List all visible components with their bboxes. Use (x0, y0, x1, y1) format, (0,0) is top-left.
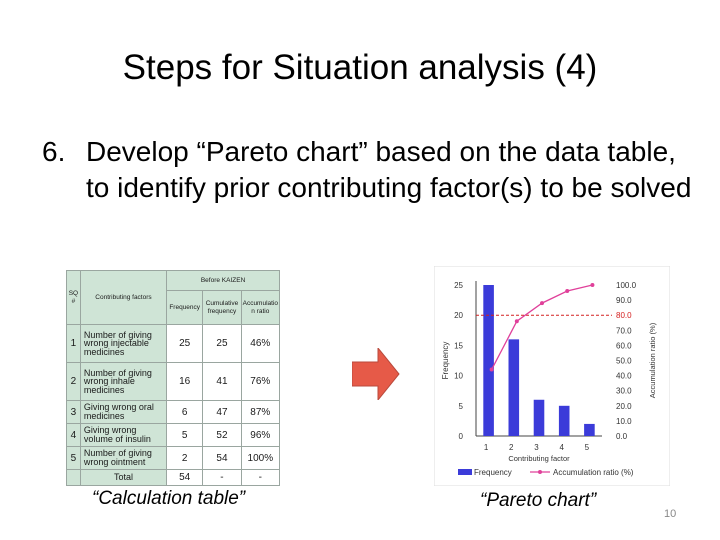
x-tick-label: 5 (584, 443, 590, 452)
chart-caption: “Pareto chart” (480, 490, 597, 511)
x-tick-label: 1 (483, 443, 489, 452)
accumulation-point (565, 289, 569, 293)
group-header: Before KAIZEN (167, 271, 280, 291)
pareto-chart (434, 266, 670, 486)
page-number: 10 (664, 508, 677, 520)
bar (559, 406, 570, 436)
factor-cell: Number of giving wrong inhale medicines (80, 363, 166, 401)
x-tick-label: 2 (509, 443, 514, 452)
right-arrow-icon (352, 348, 400, 400)
bar (509, 339, 520, 436)
accumulation-point (490, 368, 494, 372)
y-tick-label: 5 (458, 401, 463, 411)
point-text: Develop “Pareto chart” based on the data table, to identify prior contributing factor(s) to be solved (86, 136, 692, 204)
y2-tick-label: 40.0 (616, 371, 632, 381)
y2-tick-label: 90.0 (616, 296, 632, 306)
ratio-cell: 96% (241, 424, 279, 447)
cumulative-cell: 41 (203, 363, 241, 401)
x-tick-label: 3 (534, 443, 539, 452)
y-tick-label: 10 (454, 371, 463, 381)
frequency-cell: 25 (167, 325, 203, 363)
y2-tick-label: 80.0 (616, 311, 632, 321)
ratio-cell: 46% (241, 325, 279, 363)
sq-header: SQ # (67, 271, 81, 325)
legend-label: Accumulation ratio (%) (553, 468, 634, 477)
total-label: Total (80, 470, 166, 486)
frequency-cell: 16 (167, 363, 203, 401)
calculation-table (66, 270, 280, 486)
frequency-header: Frequency (167, 291, 203, 325)
y2-tick-label: 20.0 (616, 401, 632, 411)
sq-cell: 4 (67, 424, 81, 447)
point-number: 6. (42, 136, 66, 167)
factor-cell: Number of giving wrong injectable medicines (80, 325, 166, 363)
cumulative-cell: 47 (203, 401, 241, 424)
ratio-cell: 87% (241, 401, 279, 424)
sq-cell: 5 (67, 447, 81, 470)
bar (584, 424, 595, 436)
cumulative-cell: 54 (203, 447, 241, 470)
y-tick-label: 15 (454, 341, 463, 351)
y2-tick-label: 30.0 (616, 386, 632, 396)
factor-header: Contributing factors (80, 271, 166, 325)
ratio-cell: 76% (241, 363, 279, 401)
sq-cell: 2 (67, 363, 81, 401)
sq-cell (67, 470, 81, 486)
y2-tick-label: 10.0 (616, 416, 632, 426)
frequency-cell: 5 (167, 424, 203, 447)
ratio-cell: 100% (241, 447, 279, 470)
y2-tick-label: 70.0 (616, 326, 632, 336)
table-row (67, 363, 280, 401)
y-tick-label: 20 (454, 311, 463, 321)
x-tick-label: 4 (559, 443, 564, 452)
y2-tick-label: 60.0 (616, 341, 632, 351)
y2-tick-label: 50.0 (616, 356, 632, 366)
x-axis-title: Contributing factor (508, 454, 570, 463)
sq-cell: 1 (67, 325, 81, 363)
factor-cell: Number of giving wrong ointment (80, 447, 166, 470)
y2-axis-title: Accumulation ratio (%) (648, 322, 657, 399)
slide-title: Steps for Situation analysis (4) (122, 48, 598, 87)
legend-line-marker (538, 470, 542, 474)
frequency-cell: 2 (167, 447, 203, 470)
factor-cell: Giving wrong volume of insulin (80, 424, 166, 447)
table-row (67, 447, 280, 470)
y-axis-title: Frequency (441, 341, 450, 380)
accumulation-point (515, 319, 519, 323)
bar (534, 400, 545, 436)
frequency-cell: 6 (167, 401, 203, 424)
table-row (67, 424, 280, 447)
legend-bar-swatch (458, 469, 472, 475)
factor-cell: Giving wrong oral medicines (80, 401, 166, 424)
table-row (67, 325, 280, 363)
y2-tick-label: 100.0 (616, 281, 637, 290)
sq-cell: 3 (67, 401, 81, 424)
total-ratio: - (241, 470, 279, 486)
cumulative-cell: 52 (203, 424, 241, 447)
y2-tick-label: 0.0 (616, 432, 628, 441)
y-tick-label: 25 (454, 281, 463, 290)
total-frequency: 54 (167, 470, 203, 486)
bar (483, 285, 494, 436)
y-tick-label: 0 (458, 432, 463, 441)
table-row (67, 401, 280, 424)
total-row (67, 470, 280, 486)
accumulation-point (590, 283, 594, 287)
cumulative-cell: 25 (203, 325, 241, 363)
cumulative-header: Cumulative frequency (203, 291, 241, 325)
accumulation-point (540, 301, 544, 305)
total-cumulative: - (203, 470, 241, 486)
ratio-header: Accumulatio n ratio (241, 291, 279, 325)
legend-label: Frequency (474, 468, 512, 477)
table-caption: “Calculation table” (92, 488, 246, 509)
